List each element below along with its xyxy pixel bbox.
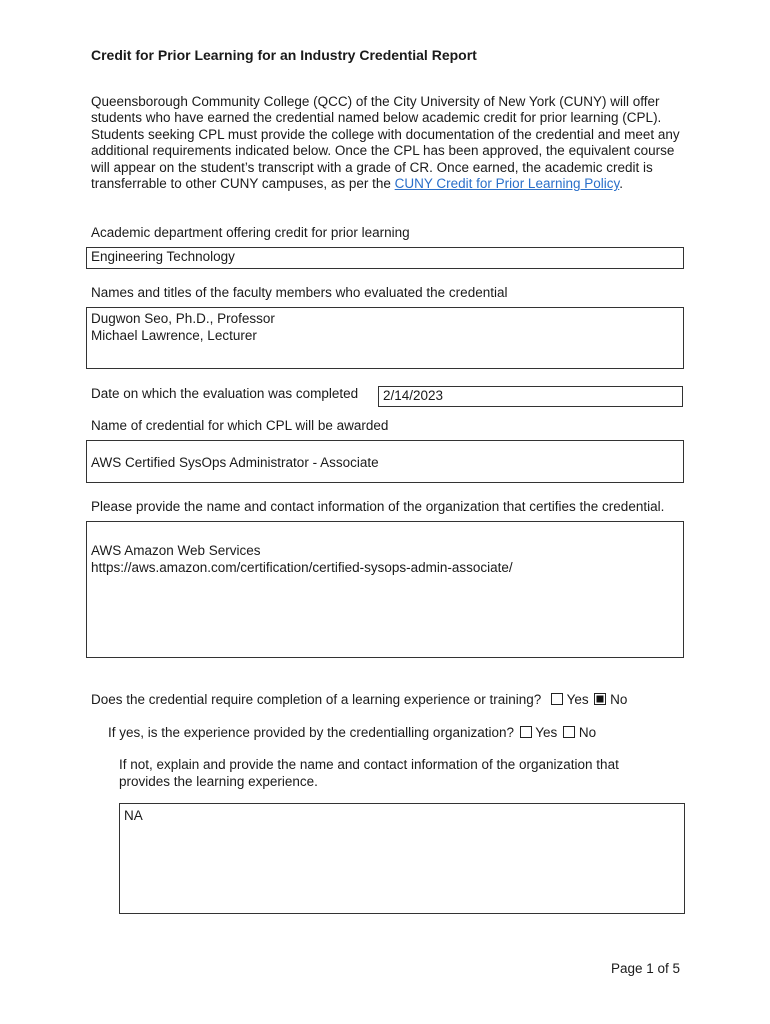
intro-end: . (619, 176, 624, 192)
organization-line: AWS Amazon Web Services (91, 543, 261, 558)
provider-yes-checkbox[interactable] (520, 726, 532, 738)
intro-paragraph (91, 94, 681, 192)
intro-text: Queensborough Community College (QCC) of the City University of New York (CUNY) will offer students who have earned the credential named below academic credit for prior learning (CPL). Students seeking CPL must provide the college with documentation of the credential and meet any additional requirements indicated below. Once the CPL has been approved, the equivalent course will appear on the student’s transcript with a grade of CR. Once earned, the academic credit is transferrable to other CUNY campuses, as per the (91, 94, 680, 192)
organization-label: Please provide the name and contact information of the organization that certifies the credential. (91, 499, 665, 514)
training-no-checkbox[interactable] (594, 693, 606, 705)
credential-label: Name of credential for which CPL will be awarded (91, 418, 389, 433)
cpl-policy-link[interactable]: CUNY Credit for Prior Learning Policy (394, 176, 620, 192)
provider-question (108, 725, 596, 740)
explain-field[interactable]: NA (119, 803, 685, 914)
explain-label-line: provides the learning experience. (119, 773, 318, 789)
faculty-line: Dugwon Seo, Ph.D., Professor (91, 311, 275, 326)
provider-yes-label: Yes (535, 725, 558, 740)
department-label: Academic department offering credit for prior learning (91, 225, 410, 240)
training-yes-checkbox[interactable] (551, 693, 563, 705)
provider-no-checkbox[interactable] (563, 726, 575, 738)
provider-no-label: No (578, 725, 597, 740)
evaluation-date-field[interactable]: 2/14/2023 (378, 386, 683, 407)
explain-label-line: If not, explain and provide the name and contact information of the organization that (119, 757, 619, 772)
training-question-label: Does the credential require completion of a learning experience or training? (91, 692, 542, 707)
faculty-label: Names and titles of the faculty members who evaluated the credential (91, 285, 508, 300)
faculty-field[interactable] (86, 307, 684, 369)
training-yes-label: Yes (566, 692, 589, 707)
training-no-label: No (610, 692, 628, 707)
department-field[interactable]: Engineering Technology (86, 247, 684, 269)
credential-field[interactable]: AWS Certified SysOps Administrator - Associate (86, 440, 684, 483)
training-question (91, 692, 627, 707)
evaluation-date-label: Date on which the evaluation was completed (91, 386, 359, 401)
document-title: Credit for Prior Learning for an Industry Credential Report (91, 47, 477, 63)
organization-field[interactable] (86, 521, 684, 658)
page-number: Page 1 of 5 (610, 961, 680, 976)
provider-question-label: If yes, is the experience provided by the credentialling organization? (108, 725, 514, 740)
explain-label (119, 757, 619, 790)
faculty-line: Michael Lawrence, Lecturer (91, 327, 257, 343)
organization-line: https://aws.amazon.com/certification/certified-sysops-admin-associate/ (91, 559, 513, 575)
